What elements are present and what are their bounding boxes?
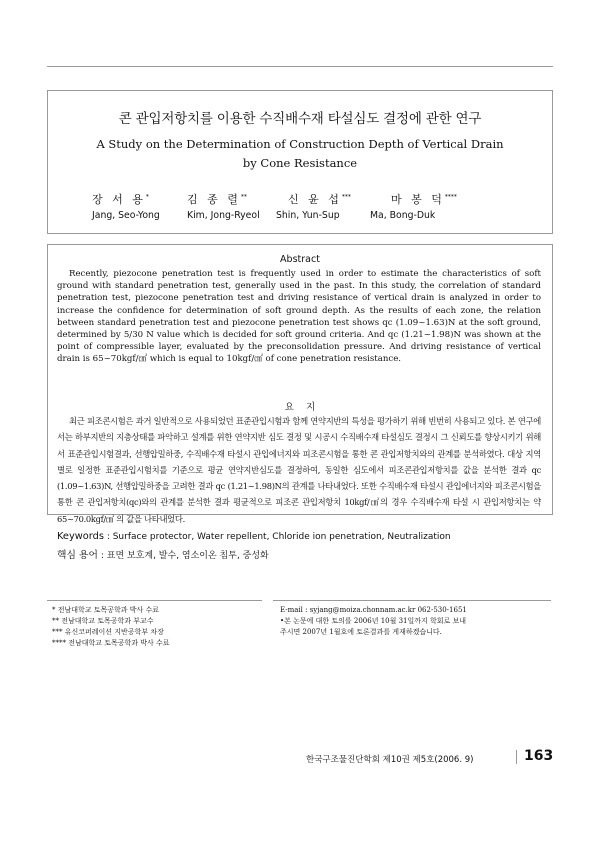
summary-heading: 요 지: [284, 402, 316, 413]
footnote-3: *** 유신코퍼레이션 지반공학부 차장: [52, 628, 164, 636]
author-3-english: Shin, Yun-Sup: [276, 210, 340, 221]
footnote-rule-left: [47, 600, 262, 601]
footnotes-left: [52, 605, 262, 649]
keywords-label: Keywords: [57, 531, 104, 542]
author-4-korean: 마 봉 덕****: [391, 193, 457, 206]
abstract-text: Recently, piezocone penetration test is frequently used in order to estimate the characteristics of soft ground with standard penetration test, generally used in the past. In this study, the correlation of standard penetration test, piezocone penetration test and driving resistance of vertical drain is analyzed in order to increase the confidence for determination of soft ground depth. As the results of each zone, the relation between standard penetration test and piezocone penetration test shows qc (1.09~1.63)N at the soft ground, determined by 5/30 N value which is decided for soft ground criteria. And qc (1.21~1.98)N was shown at the point of compressible layer, evaluated by the preconsolidation pressure. And driving resistance of vertical drain is 65~70kgf/㎠ which is equal to 10kgf/㎠ of cone penetration resistance.: [57, 269, 541, 365]
keywords-korean-label: 핵심 용어: [57, 550, 98, 561]
author-2-english: Kim, Jong-Ryeol: [187, 210, 260, 221]
keywords-text: : Surface protector, Water repellent, Chloride ion penetration, Neutralization: [106, 532, 451, 542]
footnote-email: E-mail : syjang@moiza.chonnam.ac.kr 062-530-1651: [280, 606, 467, 614]
title-english-line2: by Cone Resistance: [242, 156, 358, 170]
author-4-english: Ma, Bong-Duk: [370, 210, 436, 221]
top-rule: [47, 66, 553, 67]
author-1-english: Jang, Seo-Yong: [92, 210, 160, 221]
author-1-korean: 장 서 용*: [92, 193, 149, 206]
summary-text: 최근 피조콘시험은 과거 일반적으로 사용되었던 표준관입시험과 함께 연약지반의 특성을 평가하기 위해 빈번히 사용되고 있다. 본 연구에서는 하부지반의 지층상태를 파악하고 설계를 위한 연약지반 심도 결정 및 시공시 수직배수재 타설심도 결정시 그 신뢰도를 향상시키기 위해서 표준관입시험결과, 선행압밀하중, 수직배수재 타설시 관입에너지와 피조콘시험을 통한 콘 관입저항치와의 관계를 분석하였다. 대상 지역별로 일정한 표준관입시험치를 기준으로 평균 연약지반심도를 결정하여, 동일한 심도에서 피조콘관입저항치를 값을 분석한 결과 qc (1.09~1.63)N, 선행압밀하중을 고려한 결과 qc (1.21~1.98)N의 관계를 나타내었다. 또한 수직배수재 타설시 관입에너지와 피조콘시험을 통한 콘 관입저항치(qc)와의 관계를 분석한 결과 평균적으로 피조콘 관입저항치 10kgf/㎠의 경우 수직배수재 타설 시 관입저항치는 약 65~70.0kgf/㎠ 의 값을 나타내었다.: [57, 416, 541, 524]
footnote-1: * 전남대학교 토목공학과 박사 수료: [52, 606, 160, 614]
keywords-korean-text: : 표면 보호계, 발수, 염소이온 침투, 중성화: [100, 551, 269, 561]
keywords-korean: [57, 547, 269, 561]
author-2-korean: 김 종 렬**: [187, 193, 247, 206]
footnote-discussion-note: •본 논문에 대한 토의를 2006년 10월 31일까지 학회로 보내주시면 2007년 1월호에 토론결과를 게재하겠습니다.: [280, 617, 467, 636]
abstract-heading: Abstract: [280, 254, 320, 265]
title-english-line1: A Study on the Determination of Construction Depth of Vertical Drain: [96, 137, 504, 151]
title-korean: 콘 관입저항치를 이용한 수직배수재 타설심도 결정에 관한 연구: [118, 111, 482, 127]
footnote-4: **** 전남대학교 토목공학과 박사 수료: [52, 639, 170, 647]
author-3-korean: 신 윤 섭***: [288, 193, 351, 206]
footer-divider: [516, 750, 517, 764]
page-number: 163: [524, 748, 554, 764]
footnote-rule-right: [273, 600, 551, 601]
keywords-english: [57, 531, 451, 542]
footnote-2: ** 전남대학교 토목공학과 부교수: [52, 617, 154, 625]
journal-info: 한국구조물진단학회 제10권 제5호(2006. 9): [306, 755, 474, 765]
